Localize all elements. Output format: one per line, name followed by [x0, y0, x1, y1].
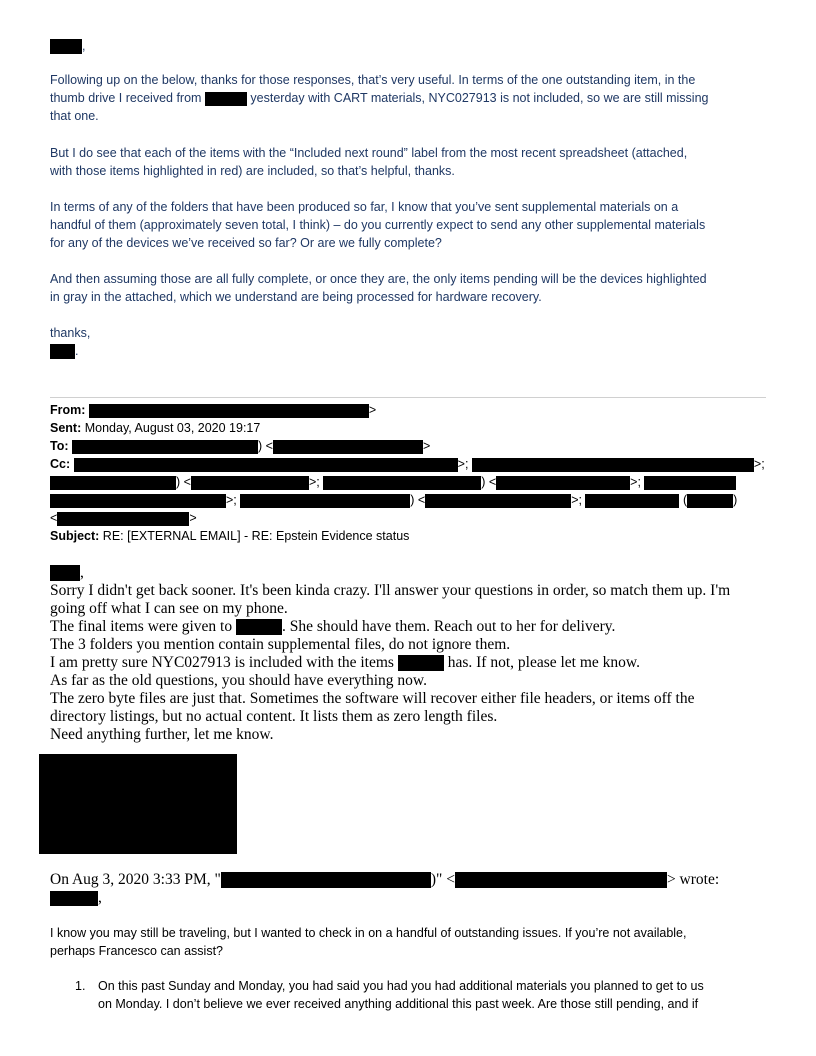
bracket: >; — [226, 493, 237, 507]
text-line: in gray in the attached, which we understand are being processed for hardware recovery. — [50, 290, 542, 304]
bracket: < — [50, 511, 58, 525]
redaction — [50, 476, 176, 490]
bracket: >; — [308, 475, 320, 489]
redaction — [644, 476, 736, 490]
text-line — [50, 89, 780, 107]
text-line: On this past Sunday and Monday, you had said you had you had additional materials you planned to get to us — [98, 979, 704, 993]
bracket: > — [422, 439, 431, 453]
text-line: handful of them (approximately seven total, I think) – do you currently expect to send any other supplemental materials — [50, 218, 706, 232]
quoted-header-line — [50, 871, 780, 889]
text-line: But I do see that each of the items with the “Included next round” label from the most recent spreadsheet (attached, — [50, 146, 688, 160]
greeting-line — [50, 37, 85, 55]
bracket: > — [368, 403, 377, 417]
greeting-line — [50, 564, 84, 582]
text-span: thumb drive I received from — [50, 91, 202, 105]
greeting-comma: , — [80, 564, 84, 581]
bracket: >; — [457, 457, 469, 471]
bracket: ) < — [258, 439, 273, 453]
redaction — [496, 476, 630, 490]
text-span: I am pretty sure NYC027913 is included with the items — [50, 654, 394, 671]
bracket: ) — [733, 493, 738, 507]
text-line: The zero byte files are just that. Sometimes the software will recover either file headers, or items off the — [50, 690, 695, 707]
greeting-comma: , — [82, 39, 86, 53]
redaction — [236, 619, 282, 635]
cc-row-continued — [50, 509, 780, 527]
redaction — [50, 565, 80, 581]
text-line: As far as the old questions, you should have everything now. — [50, 672, 427, 689]
from-label: From: — [50, 403, 86, 417]
redaction — [472, 458, 754, 472]
text-line: Following up on the below, thanks for those responses, that’s very useful. In terms of the one outstanding item, in the — [50, 73, 696, 87]
list-number: 1. — [75, 979, 86, 993]
text-line: The 3 folders you mention contain supplemental files, do not ignore them. — [50, 636, 511, 653]
bracket: > — [189, 511, 197, 525]
text-line — [50, 654, 780, 672]
redaction — [74, 458, 458, 472]
reply-paragraph-2 — [50, 144, 780, 180]
list-item — [50, 977, 780, 1013]
redaction — [205, 92, 247, 106]
text-line: for any of the devices we’ve received so far? Or are we fully complete? — [50, 236, 442, 250]
text-span: The final items were given to — [50, 618, 233, 635]
redaction — [50, 891, 98, 906]
redaction — [72, 440, 258, 454]
bracket: >; — [630, 475, 641, 489]
greeting-comma: , — [98, 889, 102, 906]
text-line: Need anything further, let me know. — [50, 726, 274, 743]
cc-row-continued — [50, 491, 780, 509]
cc-label: Cc: — [50, 457, 71, 471]
reply-paragraph-3 — [50, 198, 780, 252]
text-span: . She should have them. Reach out to her for delivery. — [281, 618, 616, 635]
cc-row-continued — [50, 473, 780, 491]
email-header — [50, 401, 780, 545]
text-line — [50, 618, 780, 636]
text-line: with those items highlighted in red) are included, so that’s helpful, thanks. — [50, 164, 455, 178]
quoted-greeting — [50, 889, 102, 907]
redaction — [50, 494, 226, 508]
bracket: >; — [753, 457, 765, 471]
subject-value: RE: [EXTERNAL EMAIL] - RE: Epstein Evidence status — [102, 529, 410, 543]
text-line: that one. — [50, 109, 99, 123]
signature — [50, 342, 78, 360]
cc-row — [50, 455, 780, 473]
text-line: going off what I can see on my phone. — [50, 600, 288, 617]
bracket: ( — [682, 493, 688, 507]
from-row — [50, 401, 780, 419]
text-span: > wrote: — [666, 871, 720, 888]
redaction — [89, 404, 369, 418]
text-span: yesterday with CART materials, NYC027913 is not included, so we are still missing — [250, 91, 709, 105]
text-span: On Aug 3, 2020 3:33 PM, " — [50, 871, 221, 888]
text-line: I know you may still be traveling, but I wanted to check in on a handful of outstanding issues. If you’re not available, — [50, 926, 687, 940]
redaction — [240, 494, 410, 508]
sent-value: Monday, August 03, 2020 19:17 — [84, 421, 261, 435]
redaction — [50, 344, 75, 359]
subject-label: Subject: — [50, 529, 100, 543]
redaction — [687, 494, 733, 508]
redaction — [191, 476, 309, 490]
redaction — [323, 476, 481, 490]
quoted-list — [50, 977, 780, 1013]
redacted-signature-block — [39, 754, 237, 854]
redaction — [221, 872, 431, 888]
redaction — [273, 440, 423, 454]
quoted-paragraph-1 — [50, 924, 780, 960]
reply-paragraph-4 — [50, 270, 780, 306]
text-line: And then assuming those are all fully complete, or once they are, the only items pending will be the devices highlighted — [50, 272, 707, 286]
signoff: thanks, — [50, 326, 91, 340]
to-row — [50, 437, 780, 455]
subject-row — [50, 527, 780, 545]
text-line: perhaps Francesco can assist? — [50, 944, 224, 958]
redaction — [455, 872, 667, 888]
text-line: In terms of any of the folders that have been produced so far, I know that you’ve sent supplemental materials on a — [50, 200, 679, 214]
text-line: on Monday. I don’t believe we ever received anything additional this past week. Are those still pending, and if — [98, 997, 699, 1011]
to-label: To: — [50, 439, 69, 453]
bracket: ) < — [176, 475, 191, 489]
reply-paragraph-1 — [50, 71, 780, 125]
signature-period: . — [75, 344, 79, 358]
redaction — [585, 494, 679, 508]
bracket: >; — [571, 493, 582, 507]
redaction — [57, 512, 189, 526]
text-line: Sorry I didn't get back sooner. It's been kinda crazy. I'll answer your questions in order, so match them up. I'm — [50, 582, 731, 599]
sent-label: Sent: — [50, 421, 82, 435]
redaction — [398, 655, 444, 671]
text-span: has. If not, please let me know. — [447, 654, 640, 671]
redaction — [50, 39, 82, 54]
sent-row — [50, 419, 780, 437]
divider — [50, 397, 766, 398]
bracket: ) < — [481, 475, 497, 489]
redaction — [425, 494, 571, 508]
text-span: )" < — [430, 871, 455, 888]
message-body — [50, 582, 780, 744]
text-line: directory listings, but no actual content. It lists them as zero length files. — [50, 708, 498, 725]
bracket: ) < — [410, 493, 426, 507]
